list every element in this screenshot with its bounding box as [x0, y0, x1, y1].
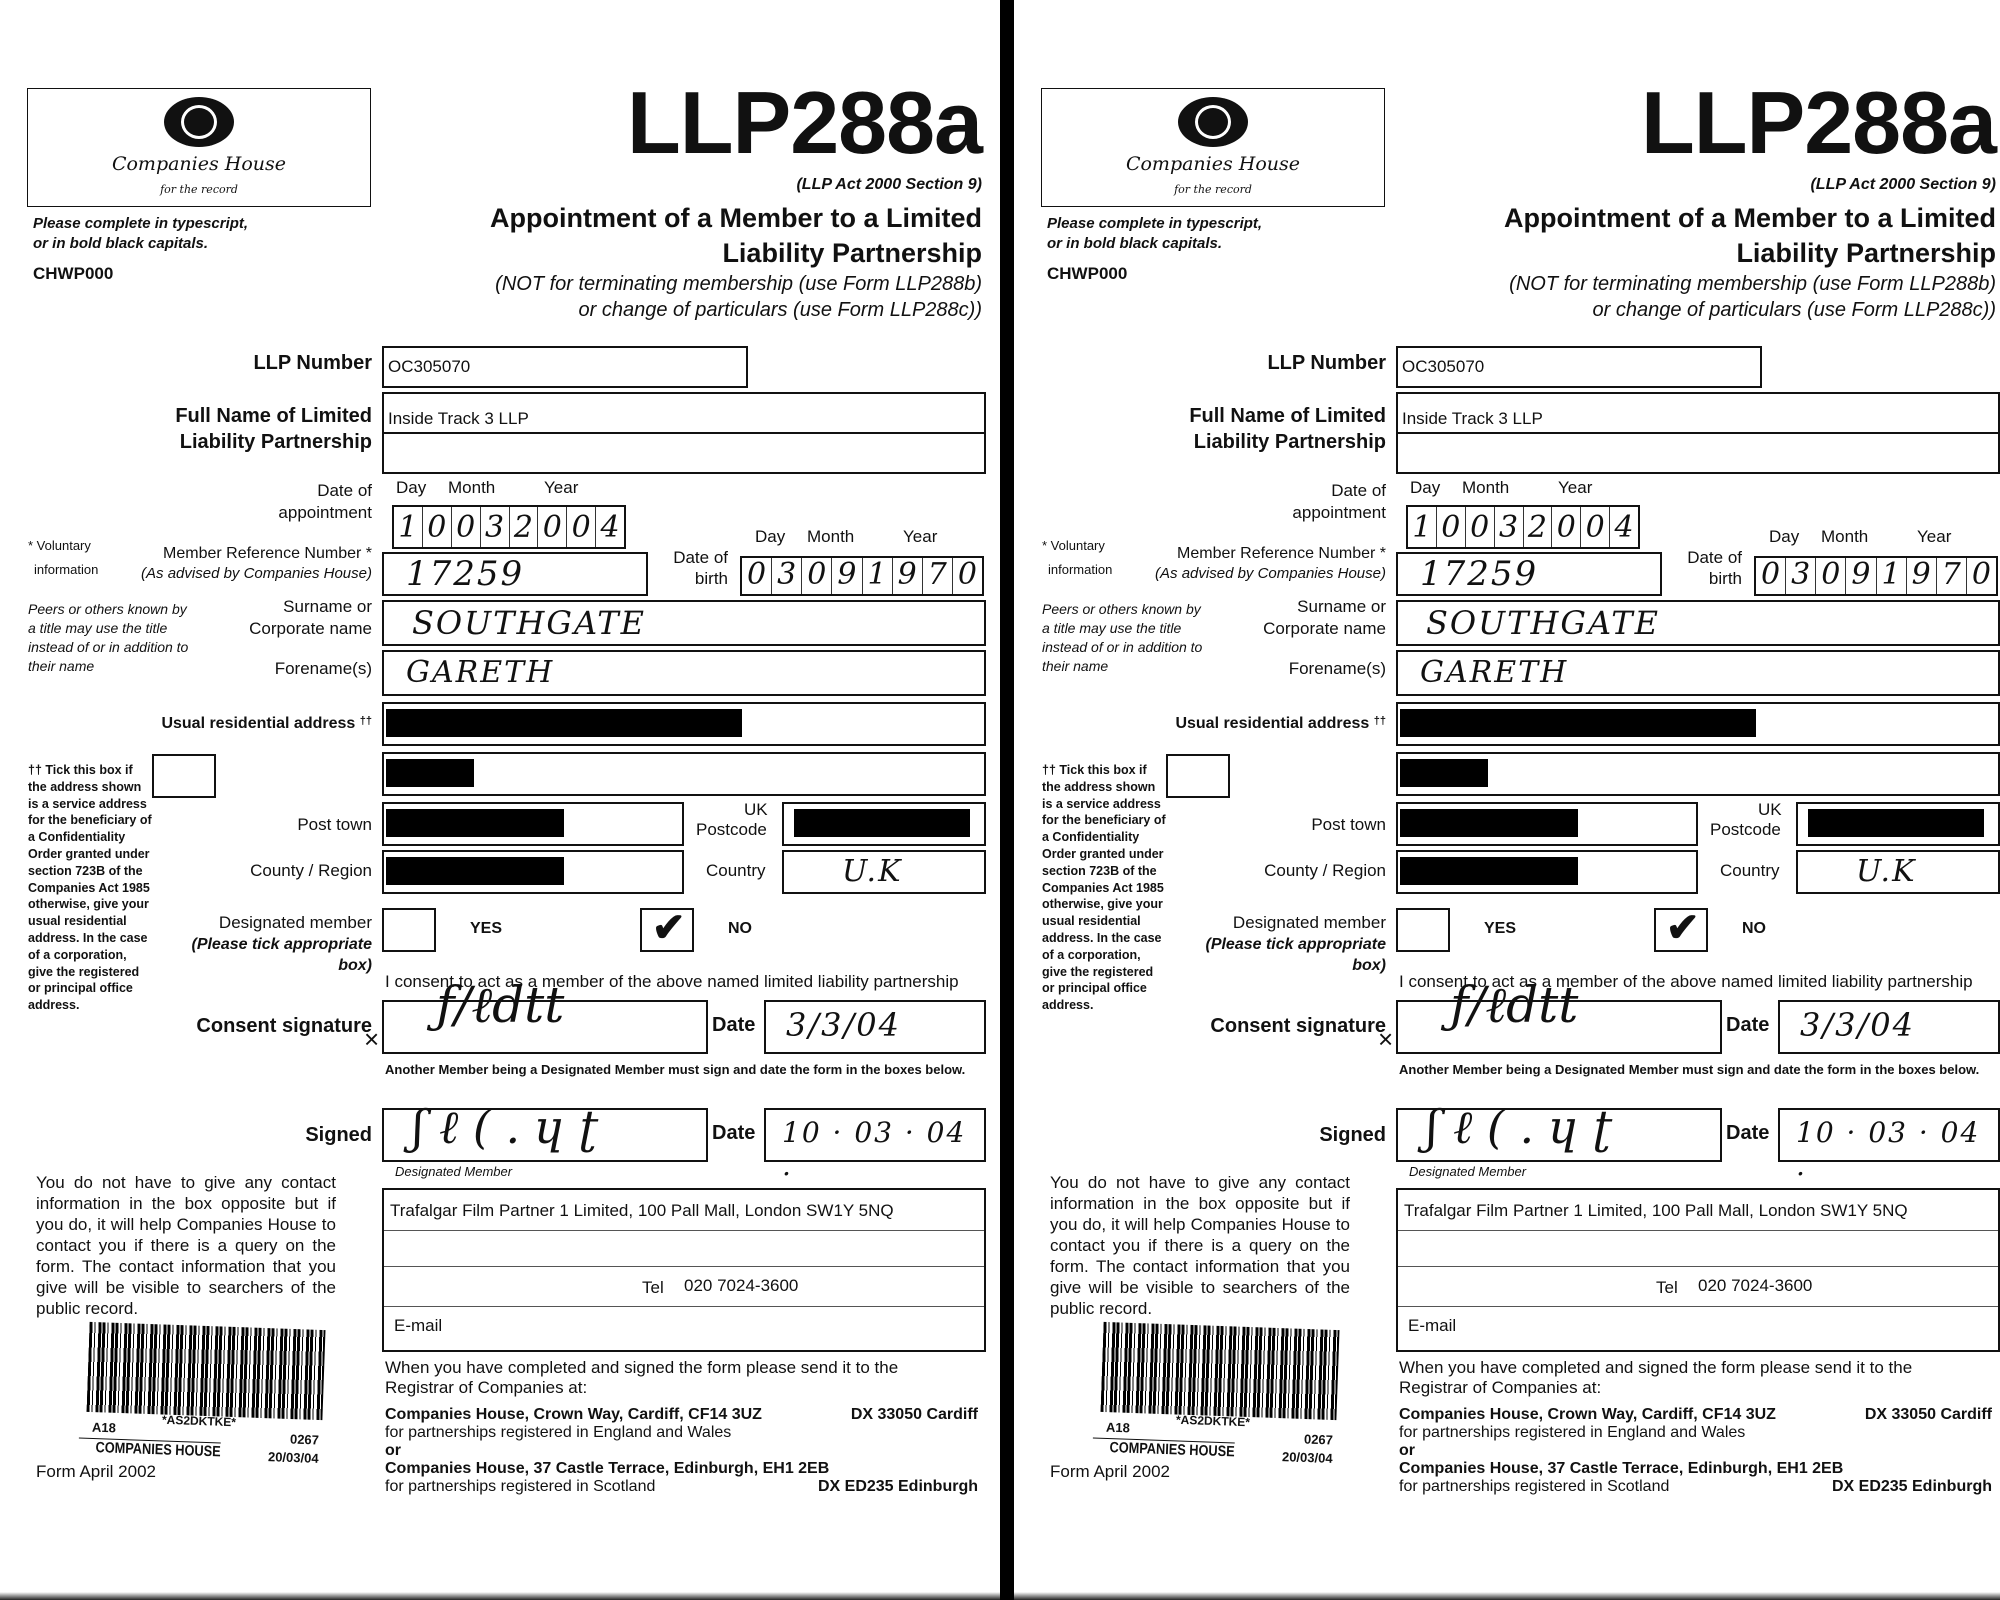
forenames-field[interactable]: [1396, 650, 2000, 696]
surname-value: SOUTHGATE: [1426, 604, 1660, 642]
forenames-value: GARETH: [1420, 655, 1569, 690]
consent-signature-label: Consent signature: [1210, 1015, 1386, 1037]
member-ref-label: Member Reference Number *: [163, 545, 372, 562]
another-member-note: Another Member being a Designated Member must sign and date the form in the boxes below.: [385, 1062, 966, 1077]
dob-month-header: Month: [1821, 527, 1869, 546]
edinburgh-address: Companies House, 37 Castle Terrace, Edinburgh, EH1 2EB: [385, 1460, 830, 1477]
cardiff-note: for partnerships registered in England and Wales: [385, 1424, 732, 1441]
stamp-line-2: *AS2DKTKE*: [1175, 1412, 1251, 1430]
digit-cell: 0: [801, 558, 831, 594]
logo-box: [1041, 88, 1385, 207]
voluntary-label-2: information: [1048, 562, 1113, 577]
logo-name: Companies House: [1125, 153, 1301, 175]
appointment-digits: [394, 507, 624, 547]
country-label: Country: [1720, 861, 1780, 880]
forenames-label: Forename(s): [274, 659, 372, 678]
full-name-label-2: Liability Partnership: [1193, 431, 1386, 453]
dob-field[interactable]: [740, 556, 984, 596]
appointment-label-2: appointment: [278, 503, 372, 522]
country-field[interactable]: [782, 850, 986, 894]
signed-signature-field[interactable]: [382, 1100, 708, 1162]
consent-date-value: 3/3/04: [1800, 1006, 1915, 1044]
form-title-line-1: Appointment of a Member to a Limited: [1503, 203, 1996, 233]
barcode-icon: [87, 1322, 326, 1420]
cross-mark: ×: [364, 1024, 380, 1054]
uk-label: UK: [1758, 800, 1782, 819]
appt-day-header: Day: [396, 478, 427, 497]
post-town-field[interactable]: [1396, 802, 1698, 846]
digit-cell: 0: [451, 507, 480, 547]
llp-name-field[interactable]: [382, 392, 986, 474]
member-ref-label: Member Reference Number *: [1177, 545, 1386, 562]
tick-note: †† Tick this box if the address shown is a service address for the beneficiary of a Confidentiality Order granted under section 723B of the Companies Act 1985 otherwise, give your usual residential address. In the case of a corporation, give the registered or principal office address.: [28, 763, 152, 1013]
stamp-line-1: A18: [1105, 1419, 1131, 1436]
redaction-bar: [794, 809, 970, 837]
county-field[interactable]: [382, 850, 684, 894]
stamp-line-3: 0267: [289, 1431, 320, 1448]
llp-name-field[interactable]: [1396, 392, 2000, 474]
country-label: Country: [706, 861, 766, 880]
postcode-field[interactable]: [782, 802, 986, 846]
member-ref-value: 17259: [1420, 554, 1539, 594]
digit-cell: 0: [1966, 558, 1996, 594]
consent-signature-mark: ƒ/ℓdtt: [1450, 976, 1579, 1034]
redaction-bar: [1400, 857, 1578, 885]
designated-label: Designated member: [218, 913, 372, 932]
send-line-1: When you have completed and signed the form please send it to the: [385, 1358, 899, 1377]
form-note-line-1: (NOT for terminating membership (use Form LLP288b): [1509, 273, 1996, 295]
redaction-bar: [386, 709, 742, 737]
digit-cell: 7: [922, 558, 952, 594]
digit-cell: 7: [1936, 558, 1966, 594]
consent-date-label: Date: [1726, 1014, 1770, 1036]
contact-info-field[interactable]: [382, 1188, 986, 1352]
email-label: E-mail: [394, 1316, 443, 1335]
stamp-line-4: COMPANIES HOUSE: [78, 1438, 221, 1461]
stamp-line-4: COMPANIES HOUSE: [1092, 1438, 1235, 1461]
postcode-label: Postcode: [696, 820, 767, 839]
reference-code: CHWP000: [33, 264, 114, 283]
signed-date-label: Date: [712, 1122, 756, 1144]
digit-cell: 9: [831, 558, 861, 594]
llp-number-label: LLP Number: [1267, 352, 1386, 374]
full-name-label-2: Liability Partnership: [179, 431, 372, 453]
please-tick-2: box): [1352, 957, 1386, 974]
appt-month-header: Month: [1462, 478, 1510, 497]
form-date-label: Form April 2002: [1050, 1462, 1170, 1481]
member-ref-note: (As advised by Companies House): [141, 565, 372, 582]
page-divider: [1000, 0, 1014, 1600]
signed-date-label: Date: [1726, 1122, 1770, 1144]
tel-value: 020 7024-3600: [684, 1276, 799, 1295]
instruction-line-1: Please complete in typescript,: [33, 215, 249, 232]
address-line-1-field[interactable]: [382, 702, 986, 746]
no-label: NO: [728, 920, 752, 937]
designated-no-checkbox[interactable]: [1654, 908, 1708, 952]
stamp-line-5: 20/03/04: [267, 1449, 319, 1466]
digit-cell: 3: [1785, 558, 1815, 594]
contact-info-note: You do not have to give any contact information in the box opposite but if you do, it will help Companies House to contact you if there is a query on the form. The contact information that you give will be visible to searchers of the public record.: [1050, 1173, 1350, 1318]
voluntary-label-1: * Voluntary: [1042, 538, 1105, 553]
digit-cell: 3: [1494, 507, 1523, 547]
voluntary-label-1: * Voluntary: [28, 538, 91, 553]
digit-cell: 2: [1523, 507, 1552, 547]
designated-no-checkbox[interactable]: [640, 908, 694, 952]
edinburgh-address: Companies House, 37 Castle Terrace, Edinburgh, EH1 2EB: [1399, 1460, 1844, 1477]
digit-cell: 0: [1465, 507, 1494, 547]
consent-date-field[interactable]: [764, 1000, 986, 1054]
dob-day-header: Day: [755, 527, 786, 546]
barcode-icon: [1101, 1322, 1340, 1420]
llp-number-label: LLP Number: [253, 352, 372, 374]
signed-label: Signed: [1319, 1124, 1386, 1146]
stamp-line-5: 20/03/04: [1281, 1449, 1333, 1466]
usual-address-text: Usual residential address: [161, 715, 356, 732]
digit-cell: 0: [1761, 557, 1781, 592]
dob-field[interactable]: [1754, 556, 1998, 596]
full-name-label-1: Full Name of Limited: [1189, 405, 1386, 427]
form-code: LLP288a: [1641, 73, 1996, 172]
post-town-label: Post town: [297, 815, 372, 834]
digit-cell: 9: [1906, 558, 1936, 594]
county-label: County / Region: [250, 861, 372, 880]
form-title-line-2: Liability Partnership: [1736, 238, 1996, 268]
member-ref-note: (As advised by Companies House): [1155, 565, 1386, 582]
county-field[interactable]: [1396, 850, 1698, 894]
cardiff-dx: DX 33050 Cardiff: [1864, 1406, 1992, 1423]
consent-signature-field[interactable]: [1396, 976, 1722, 1054]
stamp-line-1: A18: [91, 1419, 117, 1436]
cross-mark: ×: [1378, 1024, 1394, 1054]
usual-address-text: Usual residential address: [1175, 715, 1370, 732]
appointment-label-1: Date of: [317, 481, 372, 500]
consent-signature-label: Consent signature: [196, 1015, 372, 1037]
digit-cell: 9: [892, 558, 922, 594]
send-line-2: Registrar of Companies at:: [1399, 1378, 1602, 1397]
dob-label-1: Date of: [673, 548, 728, 567]
appointment-label-2: appointment: [1292, 503, 1386, 522]
dob-label-2: birth: [694, 569, 728, 588]
dagger-mark: ††: [359, 715, 372, 727]
address-line-2-field[interactable]: [382, 752, 986, 796]
forenames-value: GARETH: [406, 655, 555, 690]
edinburgh-note: for partnerships registered in Scotland: [1399, 1478, 1670, 1495]
consent-text: I consent to act as a member of the above named limited liability partnership: [385, 972, 959, 991]
digit-cell: 1: [398, 510, 418, 545]
redaction-bar: [386, 759, 474, 787]
logo-box: [27, 88, 371, 207]
form-note-line-2: or change of particulars (use Form LLP288c)): [1592, 299, 1996, 321]
digit-cell: 0: [537, 507, 566, 547]
signed-date-value: 10 · 03 · 04 .: [782, 1116, 967, 1182]
digit-cell: 0: [422, 507, 451, 547]
member-ref-value: 17259: [406, 554, 525, 594]
digit-cell: 3: [771, 558, 801, 594]
email-label: E-mail: [1408, 1316, 1457, 1335]
signed-signature-field[interactable]: [1396, 1100, 1722, 1162]
member-ref-field[interactable]: [382, 552, 648, 596]
act-reference: (LLP Act 2000 Section 9): [1810, 176, 1996, 193]
county-label: County / Region: [1264, 861, 1386, 880]
form-note-line-1: (NOT for terminating membership (use Form LLP288b): [495, 273, 982, 295]
redaction-bar: [1400, 709, 1756, 737]
redaction-bar: [1808, 809, 1984, 837]
post-town-field[interactable]: [382, 802, 684, 846]
designated-yes-checkbox[interactable]: [382, 908, 436, 952]
dob-digits: [1756, 558, 1996, 594]
voluntary-label-2: information: [34, 562, 99, 577]
checkmark-icon: ✔: [652, 906, 686, 950]
signed-label: Signed: [305, 1124, 372, 1146]
send-line-2: Registrar of Companies at:: [385, 1378, 588, 1397]
digit-cell: 3: [480, 507, 509, 547]
or-label: or: [385, 1442, 401, 1459]
please-tick-1: (Please tick appropriate: [1205, 936, 1386, 953]
post-town-label: Post town: [1311, 815, 1386, 834]
surname-field[interactable]: [382, 600, 986, 646]
usual-address-label: [1175, 715, 1386, 733]
surname-label-1: Surname or: [283, 597, 372, 616]
service-address-checkbox[interactable]: [152, 754, 216, 798]
signed-date-field[interactable]: [1778, 1108, 2000, 1182]
signed-signature-mark: ʃ ℓ ( . ɥ ʈ: [1426, 1100, 1612, 1154]
appt-day-header: Day: [1410, 478, 1441, 497]
digit-cell: 0: [747, 557, 767, 592]
forenames-label: Forename(s): [1288, 659, 1386, 678]
companies-house-logo-icon: [1178, 97, 1248, 147]
redaction-bar: [386, 809, 564, 837]
full-name-label-1: Full Name of Limited: [175, 405, 372, 427]
instruction-line-2: or in bold black capitals.: [1047, 235, 1223, 252]
appt-year-header: Year: [544, 478, 579, 497]
no-label: NO: [1742, 920, 1766, 937]
designated-member-caption: Designated Member: [1409, 1164, 1527, 1179]
act-reference: (LLP Act 2000 Section 9): [796, 176, 982, 193]
logo-name: Companies House: [111, 153, 287, 175]
please-tick-1: (Please tick appropriate: [191, 936, 372, 953]
usual-address-label: [161, 715, 372, 733]
appt-year-header: Year: [1558, 478, 1593, 497]
consent-date-field[interactable]: [1778, 1000, 2000, 1054]
digit-cell: 4: [595, 507, 624, 547]
tick-note: †† Tick this box if the address shown is a service address for the beneficiary of a Confidentiality Order granted under section 723B of the Companies Act 1985 otherwise, give your usual residential address. In the case of a corporation, give the registered or principal office address.: [1042, 763, 1166, 1013]
digit-cell: 0: [952, 558, 982, 594]
digit-cell: 9: [1845, 558, 1875, 594]
llp-number-field[interactable]: [1396, 346, 1762, 388]
dob-day-header: Day: [1769, 527, 1800, 546]
redaction-bar: [1400, 809, 1578, 837]
service-address-checkbox[interactable]: [1166, 754, 1230, 798]
logo-tagline: for the record: [160, 183, 238, 196]
edinburgh-dx: DX ED235 Edinburgh: [817, 1478, 978, 1495]
form-title-line-2: Liability Partnership: [722, 238, 982, 268]
dob-label-2: birth: [1708, 569, 1742, 588]
consent-date-value: 3/3/04: [786, 1006, 901, 1044]
send-line-1: When you have completed and signed the form please send it to the: [1399, 1358, 1913, 1377]
country-field[interactable]: [1796, 850, 2000, 894]
another-member-note: Another Member being a Designated Member must sign and date the form in the boxes below.: [1399, 1062, 1980, 1077]
llp-name-value: Inside Track 3 LLP: [388, 409, 529, 428]
tel-label: Tel: [1656, 1278, 1678, 1297]
contact-info-note: You do not have to give any contact information in the box opposite but if you do, it will help Companies House to contact you if there is a query on the form. The contact information that you give will be visible to searchers of the public record.: [36, 1173, 336, 1318]
country-value: U.K: [1856, 854, 1917, 889]
digit-cell: 1: [1412, 510, 1432, 545]
digit-cell: 0: [1580, 507, 1609, 547]
consent-signature-field[interactable]: [382, 976, 708, 1054]
address-line-2-field[interactable]: [1396, 752, 2000, 796]
form-code: LLP288a: [627, 73, 982, 172]
yes-label: YES: [1484, 920, 1517, 937]
surname-label-2: Corporate name: [249, 619, 372, 638]
contact-info-field[interactable]: [1396, 1188, 2000, 1352]
signed-date-field[interactable]: [764, 1108, 986, 1182]
designated-member-caption: Designated Member: [395, 1164, 513, 1179]
stamp-line-3: 0267: [1303, 1431, 1334, 1448]
consent-signature-mark: ƒ/ℓdtt: [436, 976, 565, 1034]
redaction-bar: [1400, 759, 1488, 787]
appointment-date-field[interactable]: [1406, 505, 1640, 549]
edinburgh-dx: DX ED235 Edinburgh: [1831, 1478, 1992, 1495]
redaction-bar: [386, 857, 564, 885]
dob-year-header: Year: [1917, 527, 1952, 546]
form-title-line-1: Appointment of a Member to a Limited: [489, 203, 982, 233]
digit-cell: 0: [1436, 507, 1465, 547]
digit-cell: 1: [862, 558, 892, 594]
digit-cell: 0: [1815, 558, 1845, 594]
surname-label-1: Surname or: [1297, 597, 1386, 616]
reference-code: CHWP000: [1047, 264, 1128, 283]
llp-number-field[interactable]: [382, 346, 748, 388]
address-line-1-field[interactable]: [1396, 702, 2000, 746]
stamp-line-2: *AS2DKTKE*: [161, 1412, 237, 1430]
appointment-date-field[interactable]: [392, 505, 626, 549]
signed-signature-mark: ʃ ℓ ( . ɥ ʈ: [412, 1100, 598, 1154]
cardiff-note: for partnerships registered in England and Wales: [1399, 1424, 1746, 1441]
instruction-line-1: Please complete in typescript,: [1047, 215, 1263, 232]
digit-cell: 0: [1551, 507, 1580, 547]
tel-label: Tel: [642, 1278, 664, 1297]
appointment-label-1: Date of: [1331, 481, 1386, 500]
companies-house-logo-icon: [164, 97, 234, 147]
dob-month-header: Month: [807, 527, 855, 546]
dob-year-header: Year: [903, 527, 938, 546]
cardiff-dx: DX 33050 Cardiff: [850, 1406, 978, 1423]
contact-name-value: Trafalgar Film Partner 1 Limited, 100 Pall Mall, London SW1Y 5NQ: [390, 1201, 894, 1220]
llp-name-value: Inside Track 3 LLP: [1402, 409, 1543, 428]
digit-cell: 4: [1609, 507, 1638, 547]
digit-cell: 2: [509, 507, 538, 547]
llp-number-value: OC305070: [1402, 357, 1485, 376]
edinburgh-note: for partnerships registered in Scotland: [385, 1478, 656, 1495]
surname-field[interactable]: [1396, 600, 2000, 646]
peers-note: Peers or others known by a title may use the title instead of or in addition to their name: [1042, 601, 1203, 674]
postcode-label: Postcode: [1710, 820, 1781, 839]
member-ref-field[interactable]: [1396, 552, 1662, 596]
forenames-field[interactable]: [382, 650, 986, 696]
uk-label: UK: [744, 800, 768, 819]
form-page-right: [1014, 0, 2000, 1600]
form-note-line-2: or change of particulars (use Form LLP288c)): [578, 299, 982, 321]
country-value: U.K: [842, 854, 903, 889]
signed-date-value: 10 · 03 · 04 .: [1796, 1116, 1981, 1182]
designated-label: Designated member: [1232, 913, 1386, 932]
instruction-line-2: or in bold black capitals.: [33, 235, 209, 252]
consent-text: I consent to act as a member of the above named limited liability partnership: [1399, 972, 1973, 991]
form-date-label: Form April 2002: [36, 1462, 156, 1481]
appointment-digits: [1408, 507, 1638, 547]
designated-yes-checkbox[interactable]: [1396, 908, 1450, 952]
logo-tagline: for the record: [1174, 183, 1252, 196]
digit-cell: 1: [1876, 558, 1906, 594]
postcode-field[interactable]: [1796, 802, 2000, 846]
dob-digits: [742, 558, 982, 594]
cardiff-address: Companies House, Crown Way, Cardiff, CF14 3UZ: [385, 1406, 762, 1423]
digit-cell: 0: [566, 507, 595, 547]
tel-value: 020 7024-3600: [1698, 1276, 1813, 1295]
contact-name-value: Trafalgar Film Partner 1 Limited, 100 Pall Mall, London SW1Y 5NQ: [1404, 1201, 1908, 1220]
or-label: or: [1399, 1442, 1415, 1459]
checkmark-icon: ✔: [1666, 906, 1700, 950]
llp-number-value: OC305070: [388, 357, 471, 376]
yes-label: YES: [470, 920, 503, 937]
please-tick-2: box): [338, 957, 372, 974]
consent-date-label: Date: [712, 1014, 756, 1036]
surname-value: SOUTHGATE: [412, 604, 646, 642]
dob-label-1: Date of: [1687, 548, 1742, 567]
dagger-mark: ††: [1373, 715, 1386, 727]
surname-label-2: Corporate name: [1263, 619, 1386, 638]
peers-note: Peers or others known by a title may use the title instead of or in addition to their name: [28, 601, 189, 674]
cardiff-address: Companies House, Crown Way, Cardiff, CF14 3UZ: [1399, 1406, 1776, 1423]
appt-month-header: Month: [448, 478, 496, 497]
